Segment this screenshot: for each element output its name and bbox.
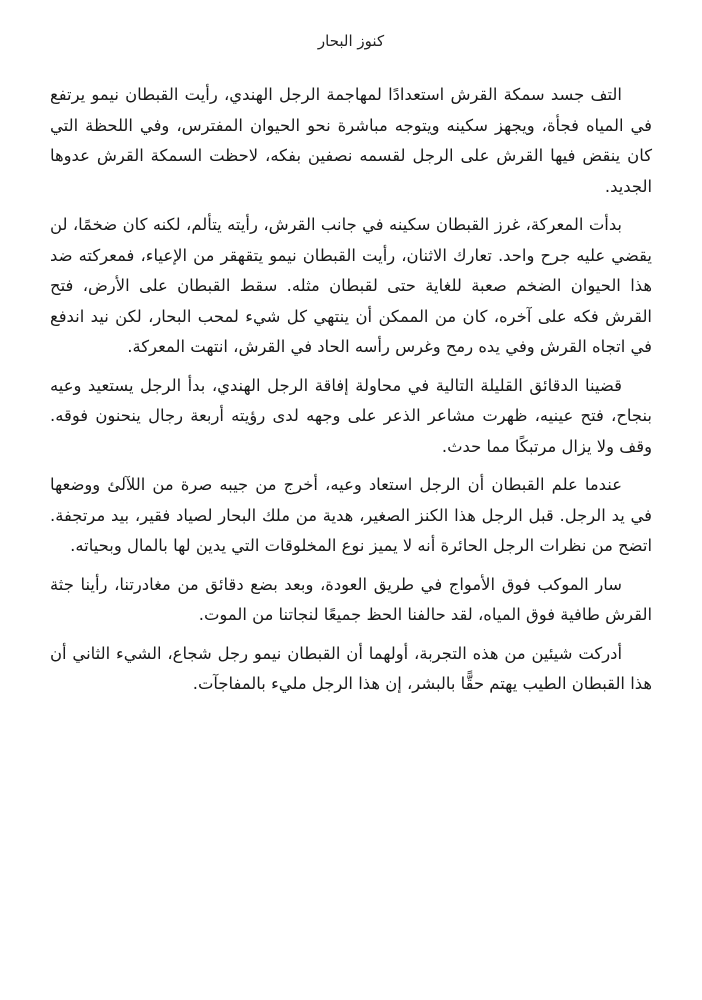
running-header-title: كنوز البحار bbox=[317, 32, 385, 50]
paragraph: سار الموكب فوق الأمواج في طريق العودة، وبعد بضع دقائق من مغادرتنا، رأينا جثة القرش طافية فوق المياه، لقد حالفنا الحظ جميعًا لنجاتنا من الموت. bbox=[50, 574, 652, 624]
body-text bbox=[50, 80, 652, 708]
paragraph: عندما علم القبطان أن الرجل استعاد وعيه، أخرج من جيبه صرة من اللآلئ ووضعها في يد الرجل. قبل الرجل هذا الكنز الصغير، هدية من ملك البحار لصياد فقير، بيد مرتجفة. اتضح من نظرات الرجل الحائرة أنه لا يميز نوع المخلوقات التي يدين لها بالمال وبحياته. bbox=[50, 475, 652, 555]
paragraph: قضينا الدقائق القليلة التالية في محاولة إفاقة الرجل الهندي، بدأ الرجل يستعيد وعيه بنجاح، فتح عينيه، ظهرت مشاعر الذعر على وجهه لدى رؤيته أربعة رجال ينحنون فوقه. وقف ولا يزال مرتبكًا مما حدث. bbox=[50, 375, 652, 456]
paragraph: بدأت المعركة، غرز القبطان سكينه في جانب القرش، رأيته يتألم، لكنه كان ضخمًا، لن يقضي عليه جرح واحد. تعارك الاثنان، رأيت القبطان نيمو يتقهقر من الإعياء، فمعركته ضد هذا الحيوان الضخم صعبة للغاية حتى لقبطان مثله. سقط القبطان على الأرض، فتح القرش فكه على آخره، كان من الممكن أن ينتهي كل شيء لمحب البحار، لكن نيد اندفع في اتجاه القرش وفي يده رمح وغرس رأسه الحاد في القرش، انتهت المعركة. bbox=[50, 215, 652, 356]
paragraph: أدركت شيئين من هذه التجربة، أولهما أن القبطان نيمو رجل شجاع، الشيء الثاني أن هذا القبطان الطيب يهتم حقًّا بالبشر، إن هذا الرجل مليء بالمفاجآت. bbox=[50, 643, 652, 693]
paragraph: التف جسد سمكة القرش استعدادًا لمهاجمة الرجل الهندي، رأيت القبطان نيمو يرتفع في المياه فجأة، ويجهز سكينه ويتوجه مباشرة نحو الحيوان المفترس، وفي اللحظة التي كان ينقض فيها القرش على الرجل لقسمه نصفين بفكه، لاحظت السمكة القرش عدوها الجديد. bbox=[50, 85, 652, 196]
